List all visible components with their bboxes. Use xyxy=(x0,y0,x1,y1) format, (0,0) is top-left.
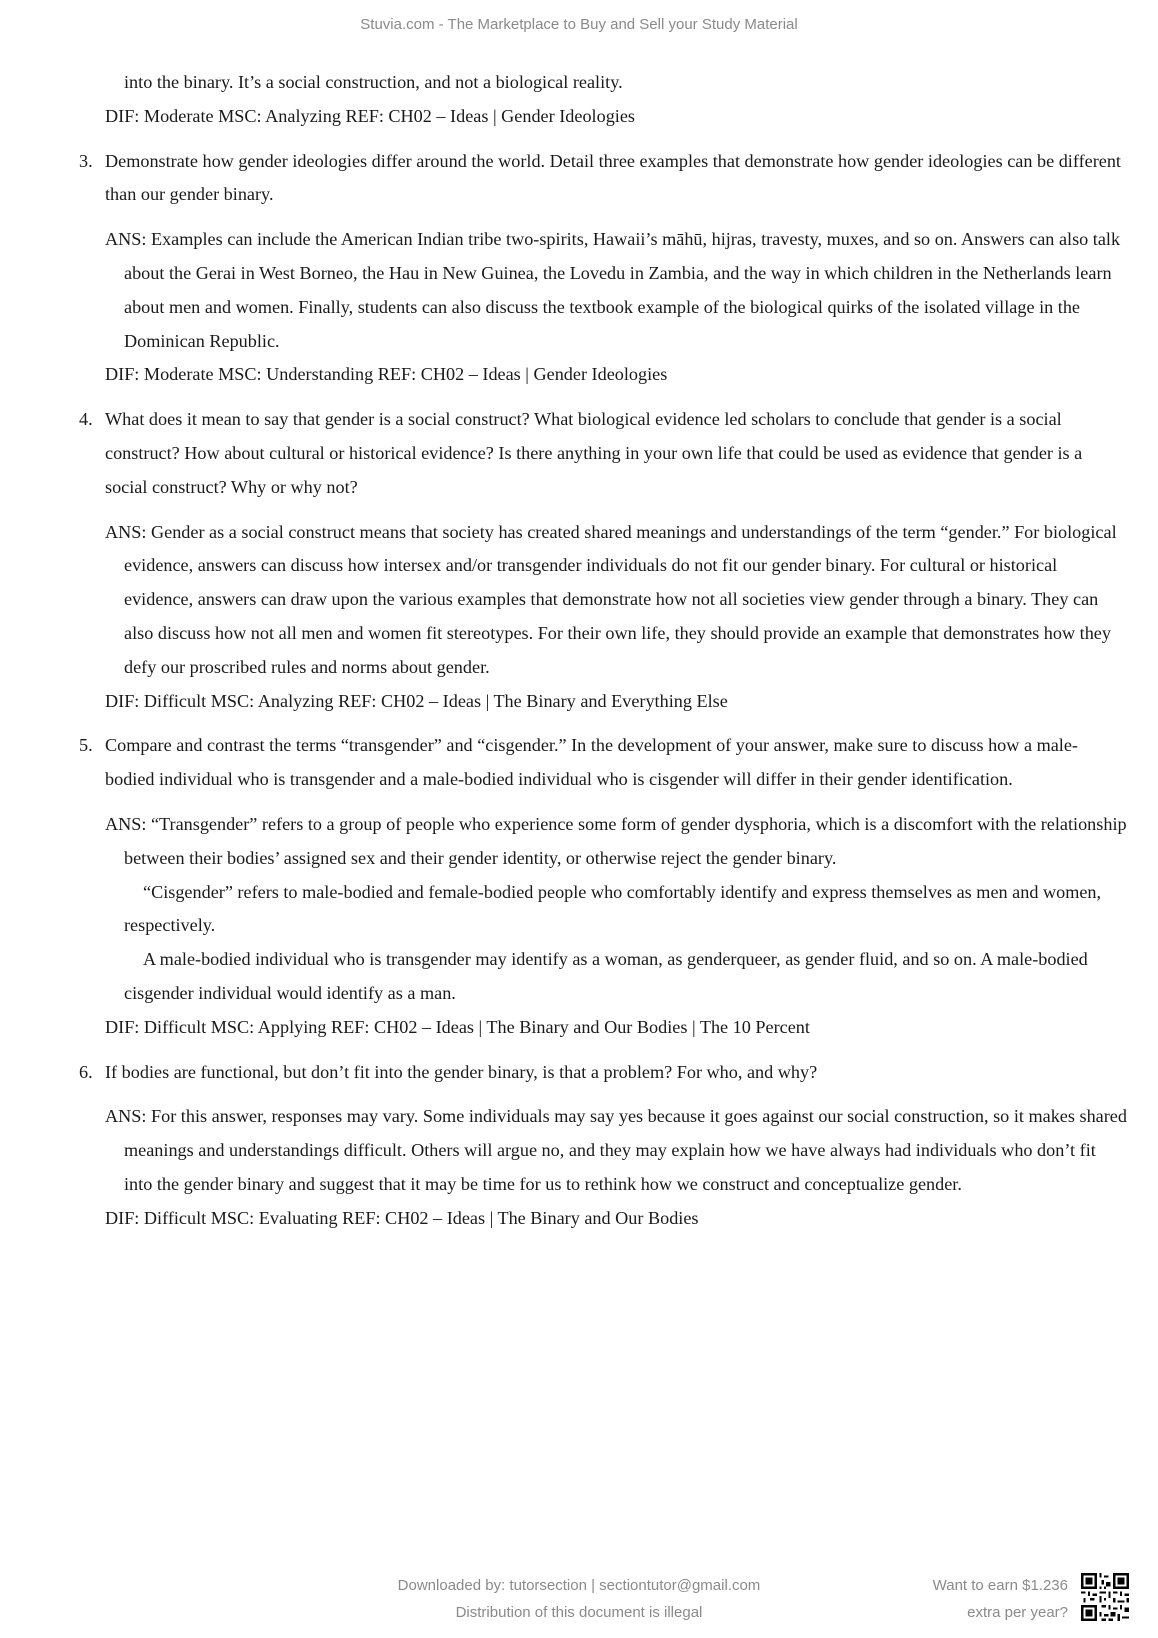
question-number: 3. xyxy=(79,150,93,171)
question-block-6 xyxy=(0,1056,1158,1236)
intro-dif: DIF: Moderate MSC: Analyzing REF: CH02 – Ideas | Gender Ideologies xyxy=(105,105,635,126)
answer-paragraph: A male-bodied individual who is transgender may identify as a woman, as genderqueer, as gender fluid, and so on. A male-bodied cisgender individual would identify as a man. xyxy=(124,949,1088,1003)
promo-line-1[interactable]: Want to earn $1.236 xyxy=(932,1577,1068,1594)
dif-5: DIF: Difficult MSC: Applying REF: CH02 – Ideas | The Binary and Our Bodies | The 10 Percent xyxy=(105,1016,810,1037)
question-text: Compare and contrast the terms “transgender” and “cisgender.” In the development of your answer, make sure to discuss how a male-bodied individual who is transgender and a male-bodied individual who is cisgender will differ in their gender identification. xyxy=(105,735,1078,790)
answer-paragraph: ANS: For this answer, responses may vary. Some individuals may say yes because it goes against our social construction, so it makes shared meanings and understandings difficult. Others will argue no, and they may explain how we have always had individuals who don’t fit into the gender binary and suggest that it may be time for us to rethink how we construct and conceptualize gender. xyxy=(105,1106,1127,1194)
question-text: What does it mean to say that gender is a social construct? What biological evidence led scholars to conclude that gender is a social construct? How about cultural or historical evidence? Is there anything in your own life that could be used as evidence that gender is a social construct? Why or why not? xyxy=(105,409,1083,497)
question-5 xyxy=(79,729,1127,797)
answer-paragraph: ANS: “Transgender” refers to a group of people who experience some form of gender dysphoria, which is a discomfort with the relationship between their bodies’ assigned sex and their gender identity, or otherwise reject the gender binary. xyxy=(105,813,1127,868)
answer-6 xyxy=(105,1100,1127,1201)
answer-paragraph: ANS: Examples can include the American Indian tribe two-spirits, Hawaii’s māhū, hijras, travesty, muxes, and so on. Answers can also talk about the Gerai in West Borneo, the Hau in New Guinea, the Lovedu in Zambia, and the way in which children in the Netherlands learn about men and women. Finally, students can also discuss the textbook example of the biological quirks of the isolated village in the Dominican Republic. xyxy=(105,229,1121,351)
downloaded-by: Downloaded by: tutorsection | sectiontutor@gmail.com xyxy=(397,1577,761,1594)
promo-line-2[interactable]: extra per year? xyxy=(967,1604,1068,1621)
question-number: 4. xyxy=(79,409,93,430)
answer-5 xyxy=(105,808,1127,1011)
question-block-5 xyxy=(0,729,1158,1044)
answer-paragraph: ANS: Gender as a social construct means that society has created shared meanings and understandings of the term “gender.” For biological evidence, answers can discuss how intersex and/or transgender individuals do not fit our gender binary. For cultural or historical evidence, answers can draw upon the various examples that demonstrate how not all societies view gender through a binary. They can also discuss how not all men and women fit stereotypes. For their own life, they should provide an example that demonstrates how they defy our proscribed rules and norms about gender. xyxy=(105,521,1117,677)
answer-3 xyxy=(105,223,1127,358)
distribution-notice: Distribution of this document is illegal xyxy=(455,1604,703,1621)
question-text: Demonstrate how gender ideologies differ around the world. Detail three examples that demonstrate how gender ideologies can be different than our gender binary. xyxy=(105,150,1121,205)
answer-paragraph: “Cisgender” refers to male-bodied and female-bodied people who comfortably identify and express themselves as men and women, respectively. xyxy=(124,881,1102,936)
question-4 xyxy=(79,403,1127,504)
answer-4 xyxy=(105,516,1127,685)
question-6 xyxy=(79,1056,1127,1090)
dif-3: DIF: Moderate MSC: Understanding REF: CH02 – Ideas | Gender Ideologies xyxy=(105,364,668,385)
dif-6: DIF: Difficult MSC: Evaluating REF: CH02 – Ideas | The Binary and Our Bodies xyxy=(105,1207,699,1228)
qr-code-icon[interactable] xyxy=(1081,1573,1129,1621)
document-body xyxy=(0,66,1158,1236)
question-number: 5. xyxy=(79,735,93,756)
question-block-4 xyxy=(0,403,1158,718)
site-header: Stuvia.com - The Marketplace to Buy and Sell your Study Material xyxy=(360,16,798,33)
question-text: If bodies are functional, but don’t fit into the gender binary, is that a problem? For who, and why? xyxy=(105,1061,818,1082)
dif-4: DIF: Difficult MSC: Analyzing REF: CH02 – Ideas | The Binary and Everything Else xyxy=(105,690,728,711)
intro-continuation: into the binary. It’s a social construction, and not a biological reality. xyxy=(124,72,623,92)
question-number: 6. xyxy=(79,1061,93,1082)
question-3 xyxy=(79,145,1127,213)
question-block-3 xyxy=(0,145,1158,393)
